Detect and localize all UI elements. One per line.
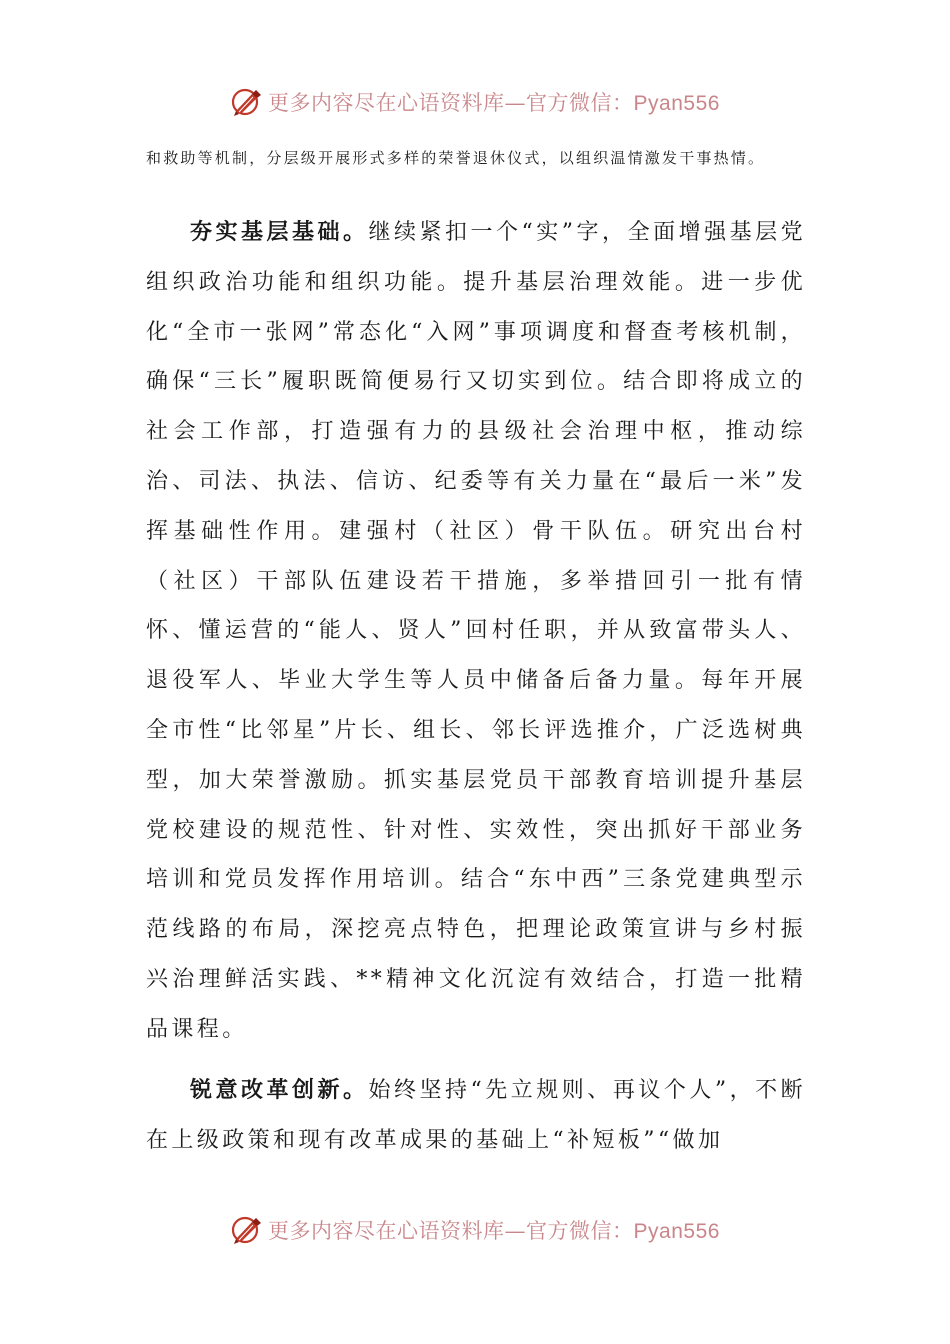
footer-wechat-id: Pyan556 [633,1220,720,1243]
header-banner-text [268,87,720,117]
footer-banner-label: 更多内容尽在心语资料库—官方微信： [268,1219,634,1243]
paragraph-grassroots [146,208,806,1055]
continued-paragraph: 和救助等机制，分层级开展形式多样的荣誉退休仪式，以组织温情激发干事热情。 [146,149,766,167]
pen-nib-logo-icon [230,1213,264,1247]
paragraph-lead-heading: 锐意改革创新。 [190,1077,369,1103]
header-banner [0,82,950,122]
pen-nib-logo-icon [230,85,264,119]
paragraph-body: 始终坚持“先立规则、再议个人”，不断在上级政策和现有改革成果的基础上“补短板”“做加 [146,1078,806,1153]
paragraph-reform [146,1066,806,1166]
footer-banner-text [268,1215,720,1245]
paragraph-lead-heading: 夯实基层基础。 [190,219,369,245]
header-wechat-id: Pyan556 [633,92,720,115]
footer-banner [0,1210,950,1250]
paragraph-body: 继续紧扣一个“实”字，全面增强基层党组织政治功能和组织功能。提升基层治理效能。进一步优化“全市一张网”常态化“入网”事项调度和督查考核机制，确保“三长”履职既简便易行又切实到位。结合即将成立的社会工作部，打造强有力的县级社会治理中枢，推动综治、司法、执法、信访、纪委等有关力量在“最后一米”发挥基础性作用。建强村（社区）骨干队伍。研究出台村（社区）干部队伍建设若干措施，多举措回引一批有情怀、懂运营的“能人、贤人”回村任职，并从致富带头人、退役军人、毕业大学生等人员中储备后备力量。每年开展全市性“比邻星”片长、组长、邻长评选推介，广泛选树典型，加大荣誉激励。抓实基层党员干部教育培训提升基层党校建设的规范性、针对性、实效性，突出抓好干部业务培训和党员发挥作用培训。结合“东中西”三条党建典型示范线路的布局，深挖亮点特色，把理论政策宣讲与乡村振兴治理鲜活实践、**精神文化沉淀有效结合，打造一批精品课程。 [146,220,806,1042]
header-banner-label: 更多内容尽在心语资料库—官方微信： [268,91,634,115]
